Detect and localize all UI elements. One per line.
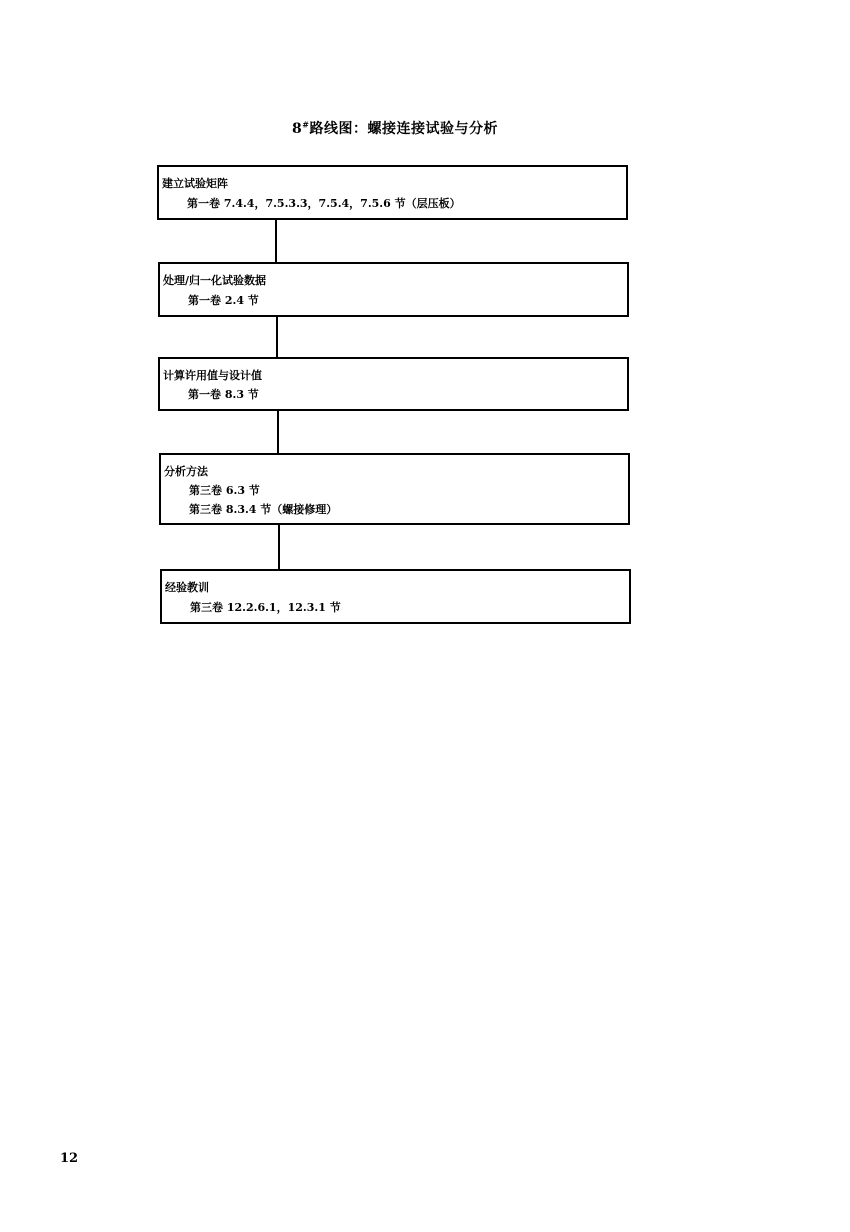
title-prefix: 8 <box>292 121 303 137</box>
step-reference: 第三卷 12.2.6.1，12.3.1 节 <box>190 601 341 614</box>
step-reference: 第一卷 8.3 节 <box>188 388 259 401</box>
title-text: 路线图：螺接连接试验与分析 <box>309 121 498 137</box>
step-heading: 处理/归一化试验数据 <box>163 274 267 287</box>
flow-connector <box>275 220 277 262</box>
step-reference: 第三卷 8.3.4 节（螺接修理） <box>189 503 338 516</box>
step-reference: 第一卷 7.4.4，7.5.3.3，7.5.4，7.5.6 节（层压板） <box>187 197 461 210</box>
flow-step-test-matrix <box>157 165 628 220</box>
flow-step-lessons-learned <box>160 569 631 624</box>
flow-connector <box>278 525 280 569</box>
step-heading: 计算许用值与设计值 <box>163 369 262 382</box>
step-heading: 建立试验矩阵 <box>162 177 228 190</box>
step-heading: 经验教训 <box>165 581 209 594</box>
flow-connector <box>277 411 279 453</box>
flow-connector <box>276 317 278 357</box>
flow-step-process-data <box>158 262 629 317</box>
flow-step-analysis-methods <box>159 453 630 525</box>
step-reference: 第三卷 6.3 节 <box>189 484 260 497</box>
page-number: 12 <box>60 1151 79 1166</box>
title-superscript: # <box>302 119 310 130</box>
flow-step-calculate-allowables <box>158 357 629 411</box>
step-heading: 分析方法 <box>164 465 208 478</box>
page-title <box>0 118 790 138</box>
step-reference: 第一卷 2.4 节 <box>188 294 259 307</box>
